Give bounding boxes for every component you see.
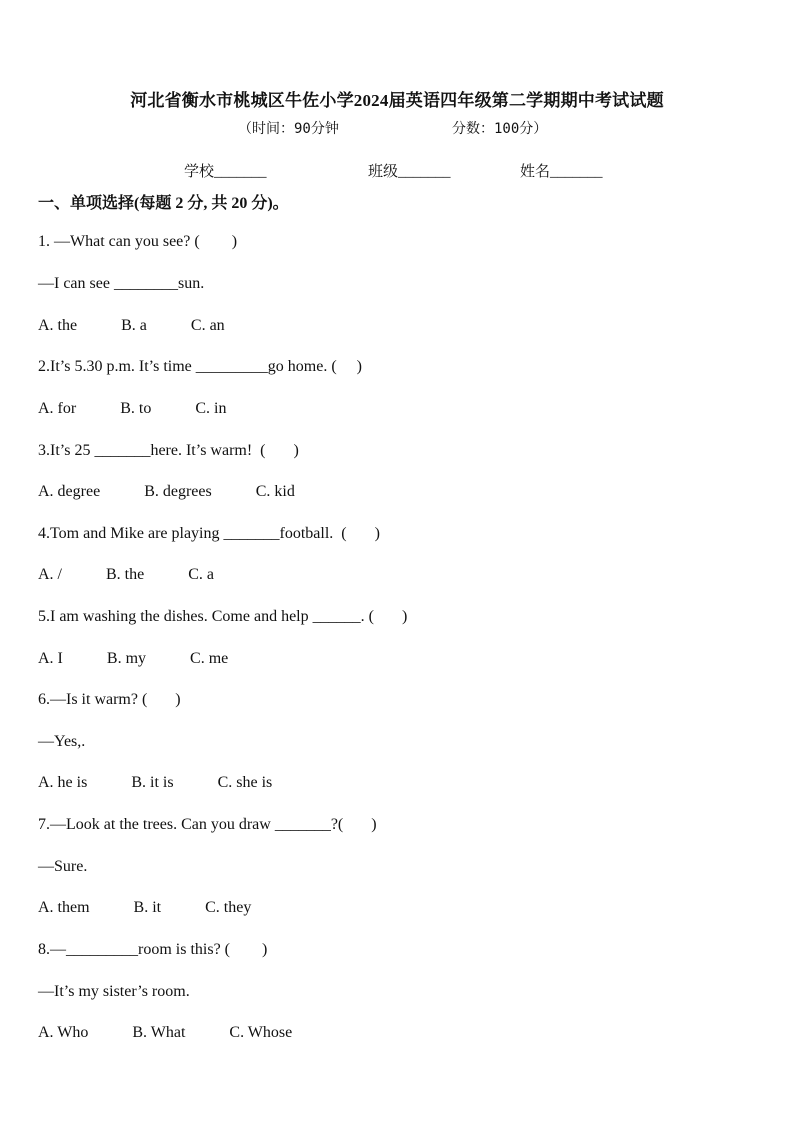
question-3-stem: 3.It’s 25 _______here. It’s warm! ( ) bbox=[38, 442, 299, 459]
option-a: A. degree bbox=[38, 483, 101, 500]
option-c: C. me bbox=[190, 650, 229, 667]
option-a: A. for bbox=[38, 400, 77, 417]
exam-score: 分数：100分） bbox=[452, 121, 548, 137]
question-8-options bbox=[38, 1024, 292, 1042]
question-4-stem: 4.Tom and Mike are playing _______football. ( ) bbox=[38, 525, 380, 542]
option-b: B. What bbox=[132, 1024, 186, 1041]
option-a: A. I bbox=[38, 650, 63, 667]
school-field: 学校_______ bbox=[184, 164, 267, 180]
question-6-reply: —Yes,. bbox=[38, 733, 86, 750]
option-b: B. a bbox=[121, 317, 147, 334]
option-b: B. it bbox=[133, 899, 162, 916]
name-field: 姓名_______ bbox=[520, 164, 603, 180]
section-title: 一、单项选择(每题 2 分, 共 20 分)。 bbox=[38, 195, 289, 212]
option-c: C. in bbox=[195, 400, 227, 417]
question-8-reply: —It’s my sister’s room. bbox=[38, 983, 190, 1000]
option-b: B. to bbox=[120, 400, 152, 417]
option-a: A. / bbox=[38, 566, 62, 583]
question-5-stem: 5.I am washing the dishes. Come and help ______. ( ) bbox=[38, 608, 408, 625]
question-7-options bbox=[38, 899, 251, 917]
question-2-options bbox=[38, 400, 226, 418]
question-4-options bbox=[38, 566, 214, 584]
option-b: B. the bbox=[106, 566, 145, 583]
question-8-stem: 8.—_________room is this? ( ) bbox=[38, 941, 268, 958]
option-c: C. she is bbox=[217, 774, 273, 791]
option-b: B. it is bbox=[131, 774, 174, 791]
option-a: A. Who bbox=[38, 1024, 89, 1041]
question-6-options bbox=[38, 774, 272, 792]
option-a: A. the bbox=[38, 317, 78, 334]
question-2-stem: 2.It’s 5.30 p.m. It’s time _________go home. ( ) bbox=[38, 358, 362, 375]
option-c: C. Whose bbox=[229, 1024, 293, 1041]
option-b: B. degrees bbox=[144, 483, 212, 500]
question-1-reply: —I can see ________sun. bbox=[38, 275, 205, 292]
question-6-stem: 6.—Is it warm? ( ) bbox=[38, 691, 181, 708]
question-7-reply: —Sure. bbox=[38, 858, 88, 875]
question-1-options bbox=[38, 317, 225, 335]
option-c: C. a bbox=[188, 566, 214, 583]
option-c: C. kid bbox=[255, 483, 295, 500]
option-b: B. my bbox=[106, 650, 147, 667]
option-c: C. an bbox=[190, 317, 225, 334]
question-3-options bbox=[38, 483, 295, 501]
exam-time: （时间：90分钟 bbox=[238, 121, 339, 137]
option-c: C. they bbox=[205, 899, 252, 916]
option-a: A. them bbox=[38, 899, 90, 916]
question-5-options bbox=[38, 650, 228, 668]
class-field: 班级_______ bbox=[368, 164, 451, 180]
option-a: A. he is bbox=[38, 774, 88, 791]
page-title: 河北省衡水市桃城区牛佐小学2024届英语四年级第二学期期中考试试题 bbox=[130, 91, 664, 110]
question-1-stem: 1. —What can you see? ( ) bbox=[38, 233, 238, 250]
question-7-stem: 7.—Look at the trees. Can you draw _______?( ) bbox=[38, 816, 377, 833]
